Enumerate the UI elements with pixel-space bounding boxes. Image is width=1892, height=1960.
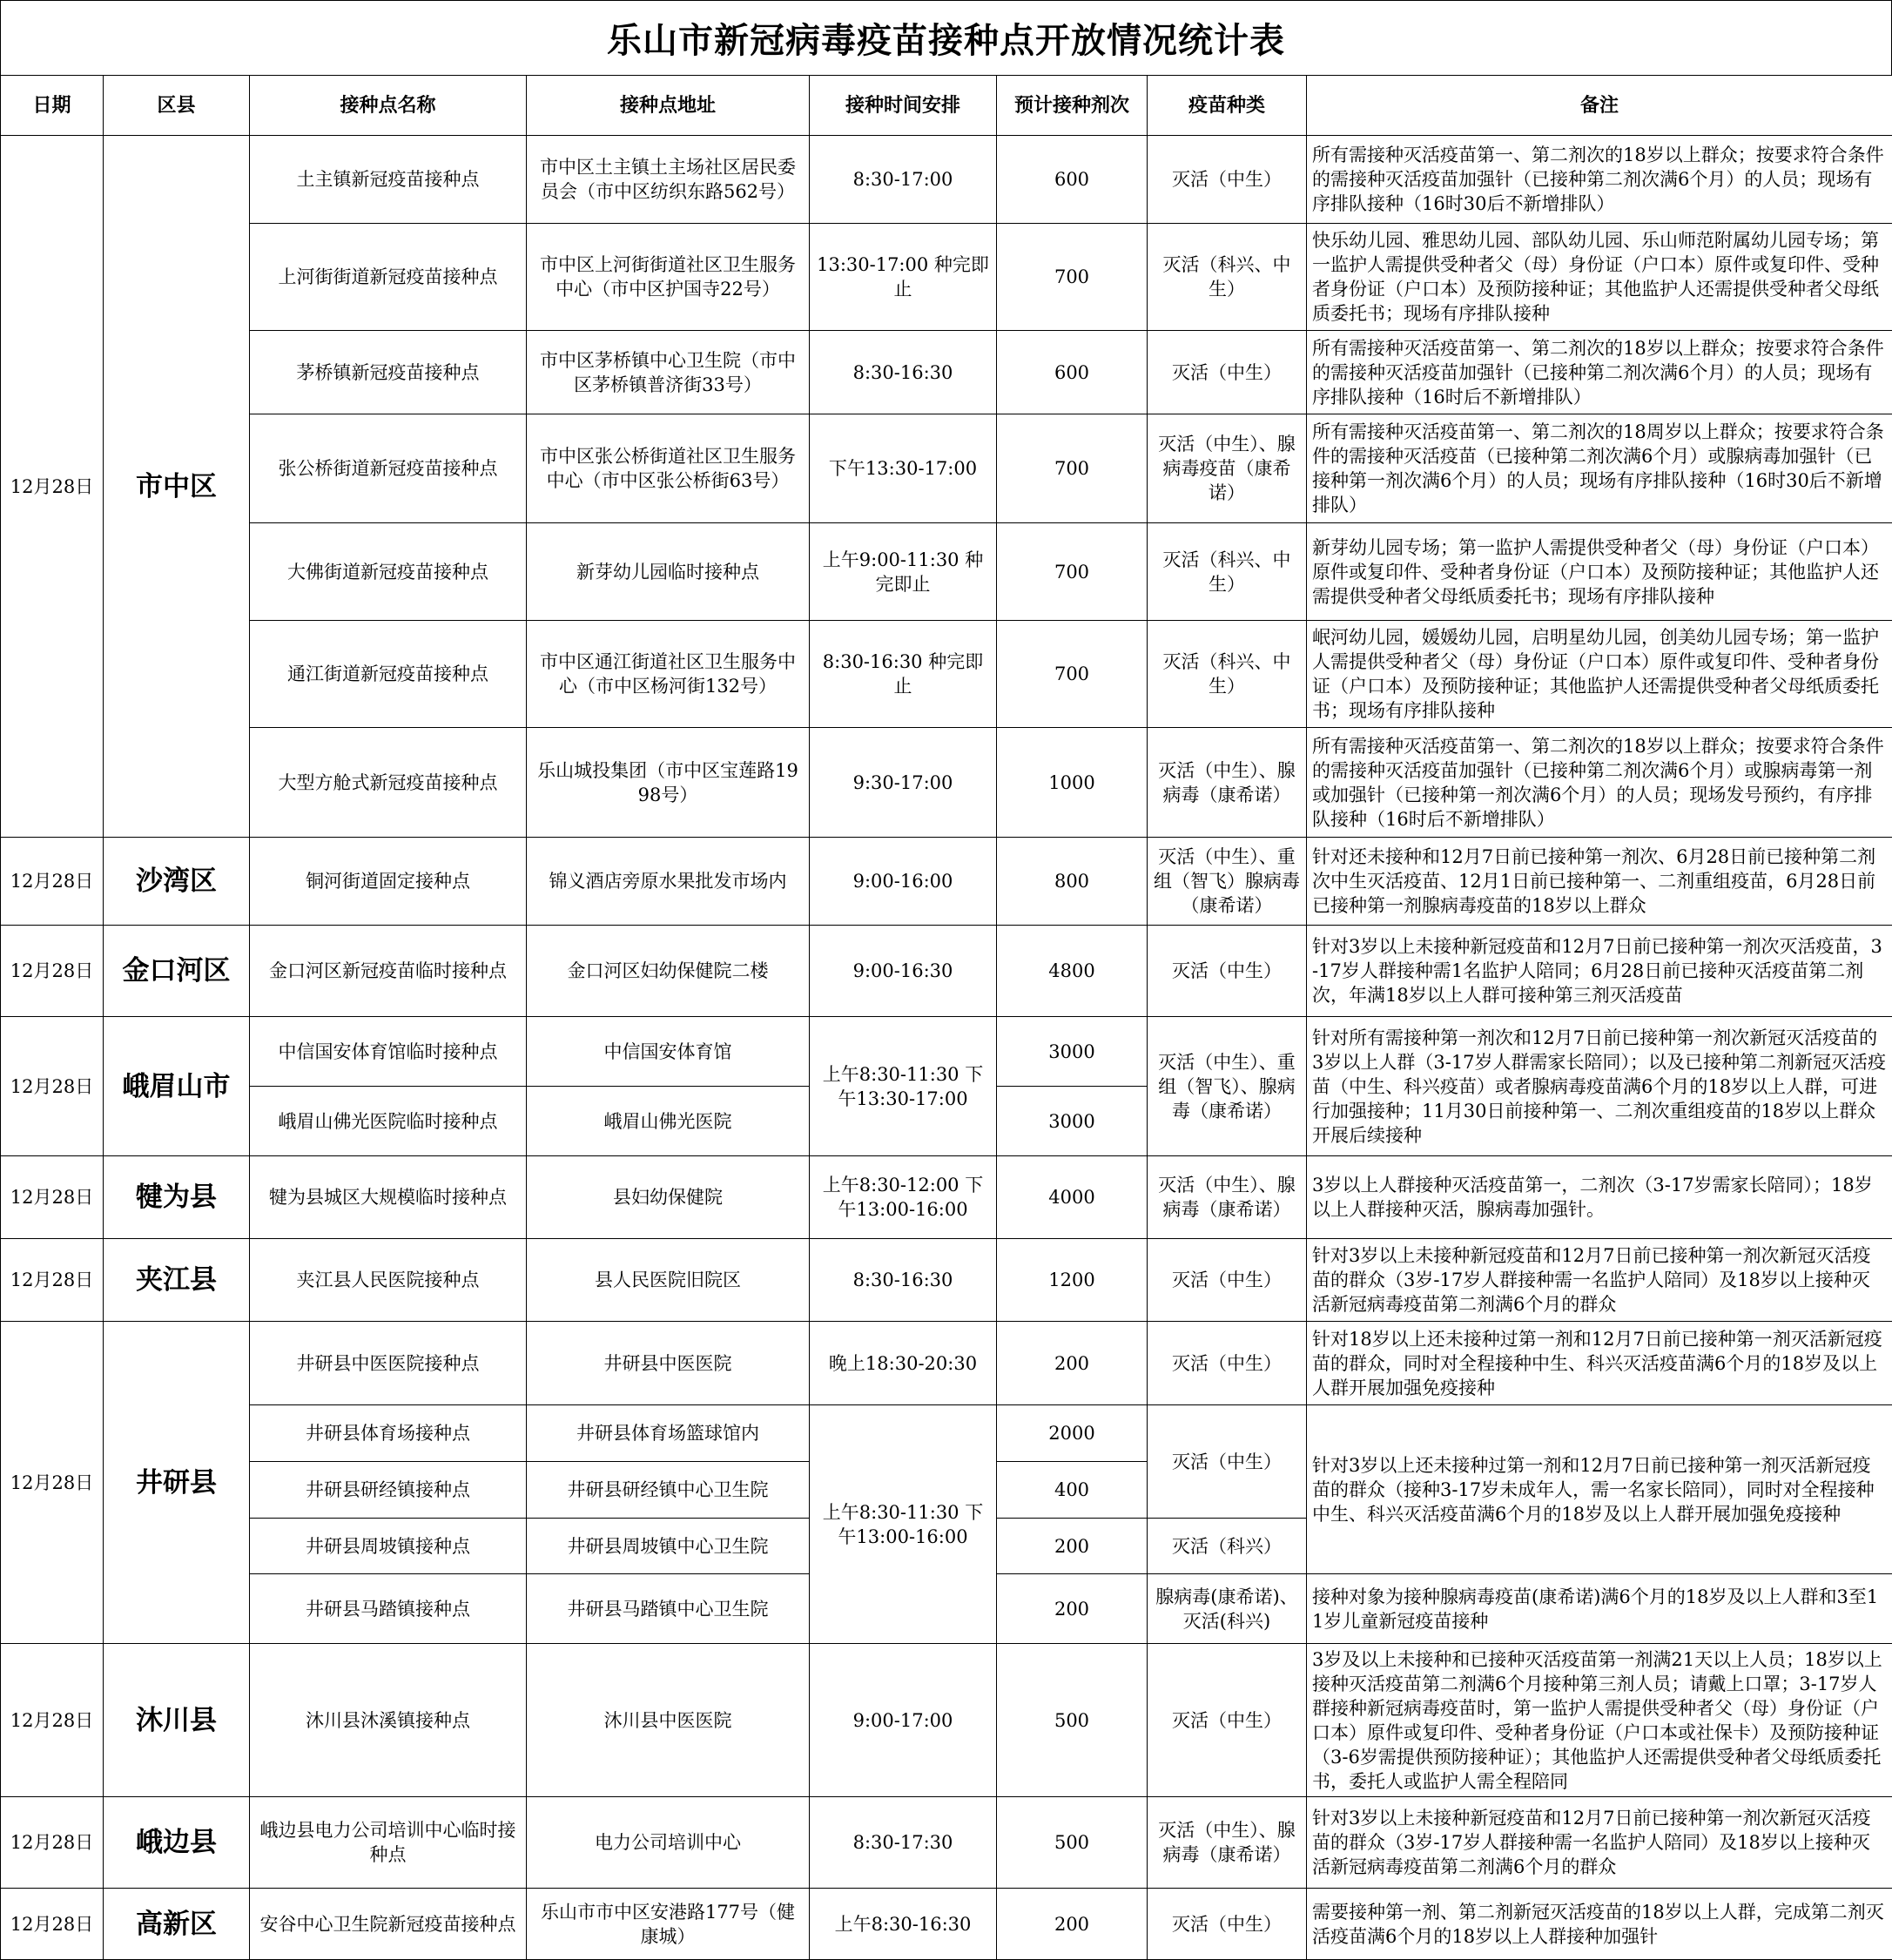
site-doses: 700	[997, 523, 1148, 621]
site-address: 锦义酒店旁原水果批发市场内	[527, 838, 810, 926]
site-name: 通江街道新冠疫苗接种点	[250, 621, 527, 728]
site-note: 岷河幼儿园，媛媛幼儿园，启明星幼儿园，创美幼儿园专场；第一监护人需提供受种者父（母）身份证（户口本）原件或复印件、受种者身份证（户口本）及预防接种证；其他监护人还需提供受种者父母纸质委托书；现场有序排队接种	[1307, 621, 1892, 728]
header-notes: 备注	[1307, 76, 1892, 136]
site-doses: 200	[997, 1574, 1148, 1644]
site-time: 8:30-16:30	[810, 331, 997, 414]
site-vaccine: 灭活（中生）	[1148, 1405, 1307, 1519]
site-address: 市中区张公桥街道社区卫生服务中心（市中区张公桥街63号）	[527, 414, 810, 523]
date-cell: 12月28日	[1, 1889, 104, 1960]
site-vaccine: 灭活（中生）、重组（智飞）腺病毒（康希诺）	[1148, 838, 1307, 926]
site-name: 安谷中心卫生院新冠疫苗接种点	[250, 1889, 527, 1960]
site-name: 金口河区新冠疫苗临时接种点	[250, 926, 527, 1017]
site-note: 针对3岁以上未接种新冠疫苗和12月7日前已接种第一剂次新冠灭活疫苗的群众（3岁-17岁人群接种需一名监护人陪同）及18岁以上接种灭活新冠病毒疫苗第二剂满6个月的群众	[1307, 1239, 1892, 1322]
site-address: 井研县研经镇中心卫生院	[527, 1462, 810, 1519]
site-vaccine: 灭活（中生）	[1148, 331, 1307, 414]
site-note: 针对3岁以上未接种新冠疫苗和12月7日前已接种第一剂次灭活疫苗，3-17岁人群接种需1名监护人陪同；6月28日前已接种灭活疫苗第二剂次，年满18岁以上人群可接种第三剂灭活疫苗	[1307, 926, 1892, 1017]
site-time: 上午8:30-11:30 下午13:00-16:00	[810, 1405, 997, 1644]
date-cell: 12月28日	[1, 1017, 104, 1156]
table-row	[1, 136, 1892, 224]
date-cell: 12月28日	[1, 926, 104, 1017]
district-cell: 高新区	[104, 1889, 250, 1960]
district-cell: 夹江县	[104, 1239, 250, 1322]
site-address: 新芽幼儿园临时接种点	[527, 523, 810, 621]
site-name: 井研县周坡镇接种点	[250, 1519, 527, 1574]
site-doses: 800	[997, 838, 1148, 926]
district-cell: 峨边县	[104, 1797, 250, 1889]
site-doses: 700	[997, 621, 1148, 728]
site-note: 3岁及以上未接种和已接种灭活疫苗第一剂满21天以上人员；18岁以上接种灭活疫苗第二剂满6个月接种第三剂人员；请戴上口罩；3-17岁人群接种新冠病毒疫苗时，第一监护人需提供受种者父（母）身份证（户口本）原件或复印件、受种者身份证（户口本或社保卡）及预防接种证（3-6岁需提供预防接种证）；其他监护人还需提供受种者父母纸质委托书，委托人或监护人需全程陪同	[1307, 1644, 1892, 1797]
site-time: 13:30-17:00 种完即止	[810, 224, 997, 331]
site-time: 8:30-16:30 种完即止	[810, 621, 997, 728]
site-doses: 700	[997, 414, 1148, 523]
site-address: 乐山市市中区安港路177号（健康城）	[527, 1889, 810, 1960]
site-doses: 600	[997, 331, 1148, 414]
table-row	[1, 1797, 1892, 1889]
site-doses: 1000	[997, 728, 1148, 838]
site-address: 市中区茅桥镇中心卫生院（市中区茅桥镇普济街33号）	[527, 331, 810, 414]
site-address: 井研县体育场篮球馆内	[527, 1405, 810, 1462]
site-address: 井研县周坡镇中心卫生院	[527, 1519, 810, 1574]
site-vaccine: 灭活（中生）	[1148, 1322, 1307, 1405]
site-note: 针对所有需接种第一剂次和12月7日前已接种第一剂次新冠灭活疫苗的3岁以上人群（3-17岁人群需家长陪同）；以及已接种第二剂新冠灭活疫苗（中生、科兴疫苗）或者腺病毒疫苗满6个月的18岁以上人群，可进行加强接种；11月30日前接种第一、二剂次重组疫苗的18岁以上群众开展后续接种	[1307, 1017, 1892, 1156]
district-cell: 沐川县	[104, 1644, 250, 1797]
date-cell: 12月28日	[1, 1239, 104, 1322]
site-name: 张公桥街道新冠疫苗接种点	[250, 414, 527, 523]
header-site-name: 接种点名称	[250, 76, 527, 136]
table-row	[1, 224, 1892, 331]
site-vaccine: 灭活（科兴）	[1148, 1519, 1307, 1574]
table-row	[1, 1405, 1892, 1462]
site-time: 9:30-17:00	[810, 728, 997, 838]
site-time: 8:30-16:30	[810, 1239, 997, 1322]
table-row	[1, 414, 1892, 523]
site-time: 9:00-16:00	[810, 838, 997, 926]
table-row	[1, 1644, 1892, 1797]
header-time: 接种时间安排	[810, 76, 997, 136]
site-name: 大佛街道新冠疫苗接种点	[250, 523, 527, 621]
site-doses: 200	[997, 1322, 1148, 1405]
table-row	[1, 621, 1892, 728]
site-vaccine: 灭活（中生）、腺病毒（康希诺）	[1148, 1797, 1307, 1889]
site-name: 土主镇新冠疫苗接种点	[250, 136, 527, 224]
page-title: 乐山市新冠病毒疫苗接种点开放情况统计表	[0, 0, 1892, 75]
site-address: 峨眉山佛光医院	[527, 1087, 810, 1156]
site-time: 9:00-17:00	[810, 1644, 997, 1797]
table-row	[1, 838, 1892, 926]
site-vaccine: 灭活（科兴、中生）	[1148, 224, 1307, 331]
site-vaccine: 灭活（中生）	[1148, 136, 1307, 224]
site-address: 县妇幼保健院	[527, 1156, 810, 1239]
district-cell: 峨眉山市	[104, 1017, 250, 1156]
site-doses: 600	[997, 136, 1148, 224]
table-row	[1, 728, 1892, 838]
site-address: 县人民医院旧院区	[527, 1239, 810, 1322]
site-note: 所有需接种灭活疫苗第一、第二剂次的18岁以上群众；按要求符合条件的需接种灭活疫苗加强针（已接种第二剂次满6个月）的人员；现场有序排队接种（16时后不新增排队）	[1307, 331, 1892, 414]
site-address: 金口河区妇幼保健院二楼	[527, 926, 810, 1017]
site-time: 9:00-16:30	[810, 926, 997, 1017]
site-vaccine: 灭活（中生）、腺病毒（康希诺）	[1148, 728, 1307, 838]
site-time: 上午8:30-12:00 下午13:00-16:00	[810, 1156, 997, 1239]
table-row	[1, 926, 1892, 1017]
site-doses: 4000	[997, 1156, 1148, 1239]
site-doses: 4800	[997, 926, 1148, 1017]
site-vaccine: 灭活（科兴、中生）	[1148, 621, 1307, 728]
site-time: 8:30-17:00	[810, 136, 997, 224]
site-address: 中信国安体育馆	[527, 1017, 810, 1087]
site-time: 上午8:30-11:30 下午13:30-17:00	[810, 1017, 997, 1156]
site-vaccine: 腺病毒(康希诺)、灭活(科兴)	[1148, 1574, 1307, 1644]
table-row	[1, 523, 1892, 621]
site-name: 铜河街道固定接种点	[250, 838, 527, 926]
site-name: 茅桥镇新冠疫苗接种点	[250, 331, 527, 414]
site-note: 3岁以上人群接种灭活疫苗第一，二剂次（3-17岁需家长陪同）；18岁以上人群接种灭活，腺病毒加强针。	[1307, 1156, 1892, 1239]
header-vaccine: 疫苗种类	[1148, 76, 1307, 136]
header-date: 日期	[1, 76, 104, 136]
site-doses: 700	[997, 224, 1148, 331]
site-address: 市中区通江街道社区卫生服务中心（市中区杨河街132号）	[527, 621, 810, 728]
site-address: 乐山城投集团（市中区宝莲路1998号）	[527, 728, 810, 838]
site-address: 井研县中医医院	[527, 1322, 810, 1405]
site-note: 快乐幼儿园、雅思幼儿园、部队幼儿园、乐山师范附属幼儿园专场；第一监护人需提供受种者父（母）身份证（户口本）原件或复印件、受种者身份证（户口本）及预防接种证；其他监护人还需提供受种者父母纸质委托书；现场有序排队接种	[1307, 224, 1892, 331]
date-cell: 12月28日	[1, 1156, 104, 1239]
site-doses: 200	[997, 1889, 1148, 1960]
site-name: 井研县马踏镇接种点	[250, 1574, 527, 1644]
site-note: 所有需接种灭活疫苗第一、第二剂次的18岁以上群众；按要求符合条件的需接种灭活疫苗加强针（已接种第二剂次满6个月）或腺病毒第一剂或加强针（已接种第一剂次满6个月）的人员；现场发号预约，有序排队接种（16时后不新增排队）	[1307, 728, 1892, 838]
site-time: 下午13:30-17:00	[810, 414, 997, 523]
header-address: 接种点地址	[527, 76, 810, 136]
site-time: 上午9:00-11:30 种完即止	[810, 523, 997, 621]
site-doses: 500	[997, 1644, 1148, 1797]
site-note: 所有需接种灭活疫苗第一、第二剂次的18岁以上群众；按要求符合条件的需接种灭活疫苗加强针（已接种第二剂次满6个月）的人员；现场有序排队接种（16时30后不新增排队）	[1307, 136, 1892, 224]
table-row	[1, 1322, 1892, 1405]
site-name: 井研县研经镇接种点	[250, 1462, 527, 1519]
site-note: 接种对象为接种腺病毒疫苗(康希诺)满6个月的18岁及以上人群和3至11岁儿童新冠疫苗接种	[1307, 1574, 1892, 1644]
site-vaccine: 灭活（中生）	[1148, 1889, 1307, 1960]
district-cell: 沙湾区	[104, 838, 250, 926]
header-row	[1, 76, 1892, 136]
site-note: 所有需接种灭活疫苗第一、第二剂次的18周岁以上群众；按要求符合条件的需接种灭活疫苗（已接种第二剂次满6个月）或腺病毒加强针（已接种第一剂次满6个月）的人员；现场有序排队接种（16时30后不新增排队）	[1307, 414, 1892, 523]
site-note: 针对18岁以上还未接种过第一剂和12月7日前已接种第一剂灭活新冠疫苗的群众，同时对全程接种中生、科兴灭活疫苗满6个月的18岁及以上人群开展加强免疫接种	[1307, 1322, 1892, 1405]
site-name: 井研县体育场接种点	[250, 1405, 527, 1462]
site-address: 市中区土主镇土主场社区居民委员会（市中区纺织东路562号）	[527, 136, 810, 224]
site-vaccine: 灭活（中生）	[1148, 926, 1307, 1017]
site-name: 大型方舱式新冠疫苗接种点	[250, 728, 527, 838]
site-name: 上河街街道新冠疫苗接种点	[250, 224, 527, 331]
date-cell: 12月28日	[1, 1644, 104, 1797]
date-cell: 12月28日	[1, 1322, 104, 1644]
table-row	[1, 331, 1892, 414]
site-note: 需要接种第一剂、第二剂新冠灭活疫苗的18岁以上人群，完成第二剂灭活疫苗满6个月的18岁以上人群接种加强针	[1307, 1889, 1892, 1960]
site-name: 犍为县城区大规模临时接种点	[250, 1156, 527, 1239]
site-doses: 2000	[997, 1405, 1148, 1462]
site-name: 井研县中医医院接种点	[250, 1322, 527, 1405]
date-cell: 12月28日	[1, 136, 104, 838]
table-row	[1, 1017, 1892, 1087]
site-doses: 1200	[997, 1239, 1148, 1322]
site-vaccine: 灭活（中生）	[1148, 1644, 1307, 1797]
site-note: 针对3岁以上未接种新冠疫苗和12月7日前已接种第一剂次新冠灭活疫苗的群众（3岁-17岁人群接种需一名监护人陪同）及18岁以上接种灭活新冠病毒疫苗第二剂满6个月的群众	[1307, 1797, 1892, 1889]
site-address: 市中区上河街街道社区卫生服务中心（市中区护国寺22号）	[527, 224, 810, 331]
table-row	[1, 1239, 1892, 1322]
site-doses: 3000	[997, 1087, 1148, 1156]
site-note: 新芽幼儿园专场；第一监护人需提供受种者父（母）身份证（户口本）原件或复印件、受种者身份证（户口本）及预防接种证；其他监护人还需提供受种者父母纸质委托书；现场有序排队接种	[1307, 523, 1892, 621]
date-cell: 12月28日	[1, 838, 104, 926]
site-doses: 200	[997, 1519, 1148, 1574]
header-district: 区县	[104, 76, 250, 136]
site-time: 上午8:30-16:30	[810, 1889, 997, 1960]
site-vaccine: 灭活（中生）、腺病毒（康希诺）	[1148, 1156, 1307, 1239]
site-address: 沐川县中医医院	[527, 1644, 810, 1797]
district-cell: 井研县	[104, 1322, 250, 1644]
table-row	[1, 1889, 1892, 1960]
site-time: 晚上18:30-20:30	[810, 1322, 997, 1405]
site-doses: 3000	[997, 1017, 1148, 1087]
site-name: 夹江县人民医院接种点	[250, 1239, 527, 1322]
site-vaccine: 灭活（科兴、中生）	[1148, 523, 1307, 621]
site-vaccine: 灭活（中生）、重组（智飞）、腺病毒（康希诺）	[1148, 1017, 1307, 1156]
site-vaccine: 灭活（中生）	[1148, 1239, 1307, 1322]
header-doses: 预计接种剂次	[997, 76, 1148, 136]
site-note: 针对还未接种和12月7日前已接种第一剂次、6月28日前已接种第二剂次中生灭活疫苗、12月1日前已接种第一、二剂重组疫苗，6月28日前已接种第一剂腺病毒疫苗的18岁以上群众	[1307, 838, 1892, 926]
site-time: 8:30-17:30	[810, 1797, 997, 1889]
vaccination-table	[0, 75, 1892, 1960]
site-name: 中信国安体育馆临时接种点	[250, 1017, 527, 1087]
district-cell: 犍为县	[104, 1156, 250, 1239]
site-vaccine: 灭活（中生）、腺病毒疫苗（康希诺）	[1148, 414, 1307, 523]
site-address: 井研县马踏镇中心卫生院	[527, 1574, 810, 1644]
site-address: 电力公司培训中心	[527, 1797, 810, 1889]
district-cell: 金口河区	[104, 926, 250, 1017]
table-row	[1, 1156, 1892, 1239]
site-note: 针对3岁以上还未接种过第一剂和12月7日前已接种第一剂灭活新冠疫苗的群众（接种3-17岁未成年人，需一名家长陪同），同时对全程接种中生、科兴灭活疫苗满6个月的18岁及以上人群开展加强免疫接种	[1307, 1405, 1892, 1574]
site-name: 沐川县沐溪镇接种点	[250, 1644, 527, 1797]
site-name: 峨眉山佛光医院临时接种点	[250, 1087, 527, 1156]
site-doses: 400	[997, 1462, 1148, 1519]
district-cell: 市中区	[104, 136, 250, 838]
date-cell: 12月28日	[1, 1797, 104, 1889]
site-name: 峨边县电力公司培训中心临时接种点	[250, 1797, 527, 1889]
site-doses: 500	[997, 1797, 1148, 1889]
